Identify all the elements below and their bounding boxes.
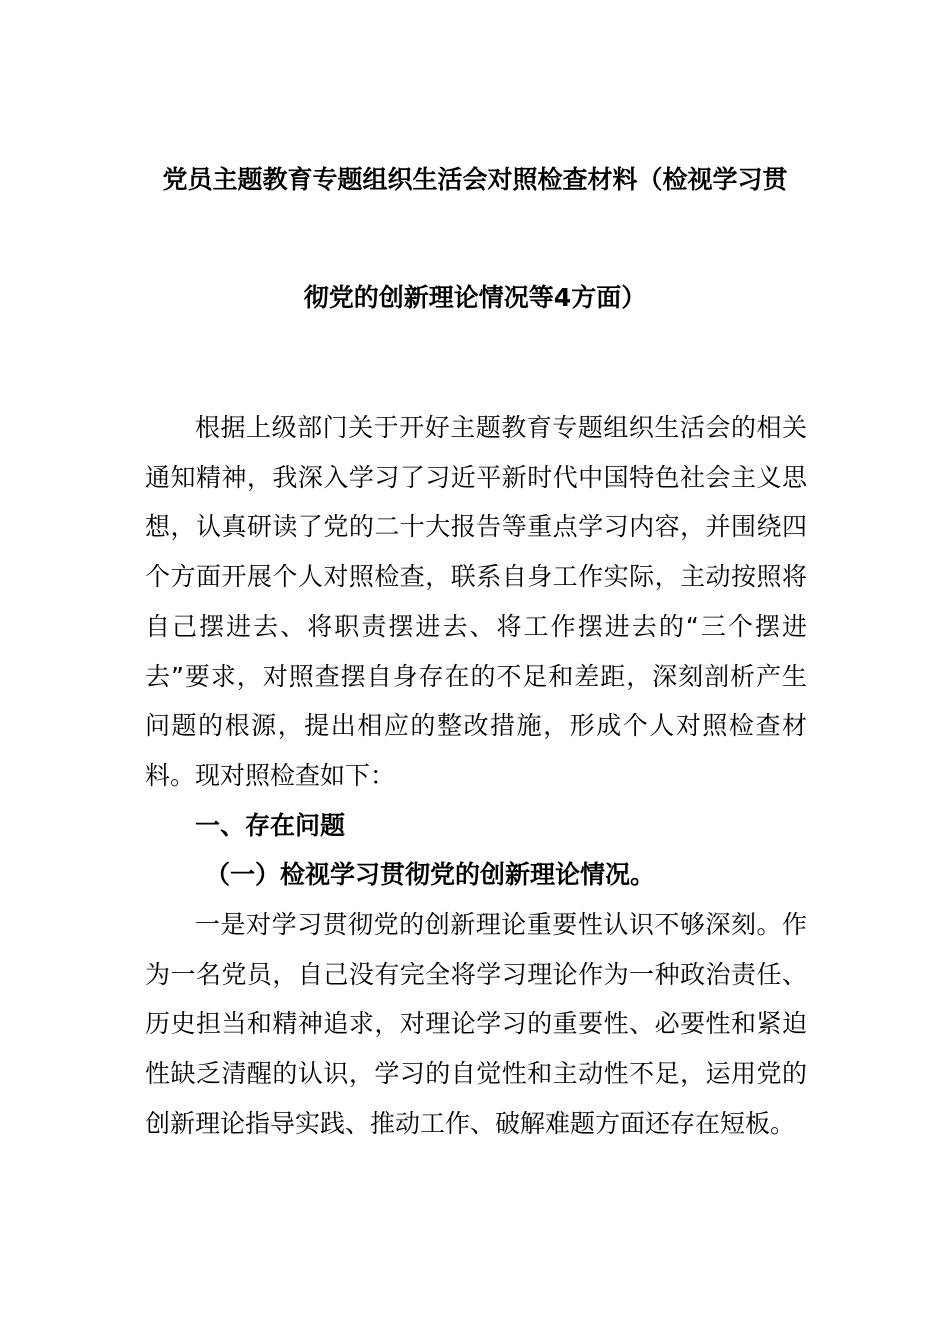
- section-heading: 一、存在问题: [195, 810, 346, 840]
- document-title-line-2: 彻党的创新理论情况等4方面）: [303, 283, 647, 312]
- intro-paragraph: 根据上级部门关于开好主题教育专题组织生活会的相关通知精神，我深入学习了习近平新时代中国特色社会主义思想，认真研读了党的二十大报告等重点学习内容，并围绕四个方面开展个人对照检查，联系自身工作实际，主动按照将自己摆进去、将职责摆进去、将工作摆进去的“三个摆进去”要求，对照查摆自身存在的不足和差距，深刻剖析产生问题的根源，提出相应的整改措施，形成个人对照检查材料。现对照检查如下：: [145, 413, 807, 790]
- body-paragraph: 一是对学习贯彻党的创新理论重要性认识不够深刻。作为一名党员，自己没有完全将学习理论作为一种政治责任、历史担当和精神追求，对理论学习的重要性、必要性和紧迫性缺乏清醒的认识，学习的自觉性和主动性不足，运用党的创新理论指导实践、推动工作、破解难题方面还存在短板。: [145, 910, 807, 1138]
- document-title-line-1: 党员主题教育专题组织生活会对照检查材料（检视学习贯: [162, 165, 788, 194]
- document-body: [145, 403, 807, 1149]
- subsection-heading: （一）检视学习贯彻党的创新理论情况。: [205, 860, 656, 890]
